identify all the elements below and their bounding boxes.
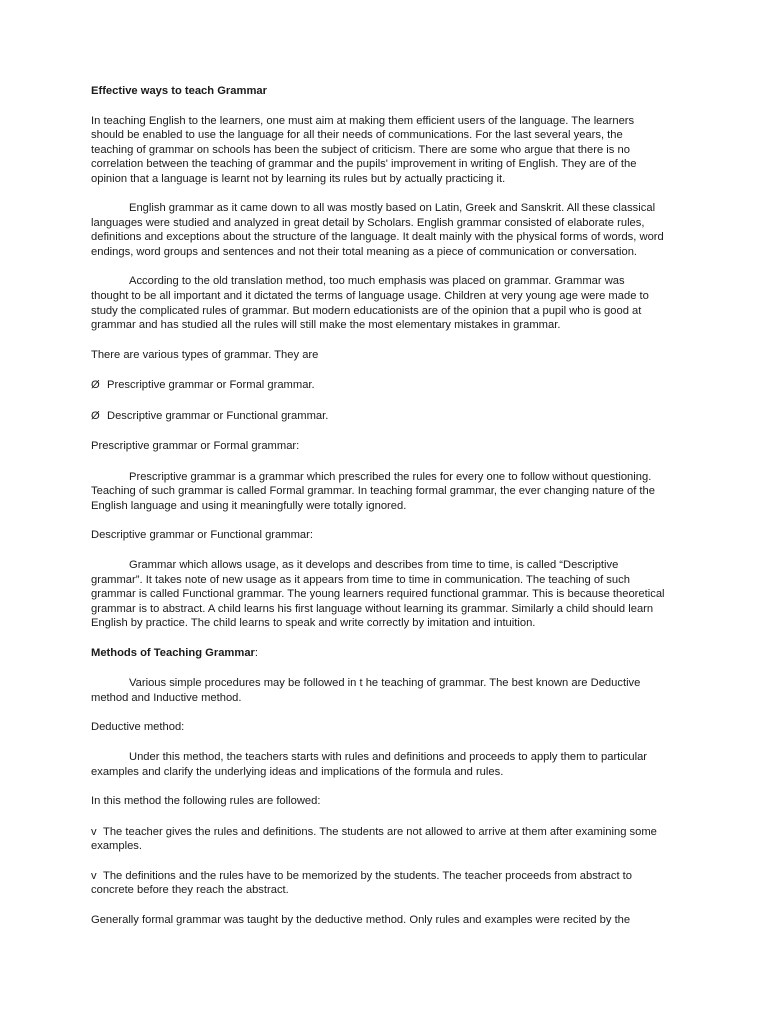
rule-item xyxy=(91,825,665,854)
intro-paragraph: In teaching English to the learners, one must aim at making them efficient users of the language. The learners should be enabled to use the language for all their needs of communications. For the last several years, the teaching of grammar on schools has been the subject of criticism. There are some who argue that there is no correlation between the teaching of grammar and the pupils' improvement in writing of English. They are of the opinion that a language is learnt not by learning its rules but by actually practicing it. xyxy=(91,114,637,185)
bullet-marker: Ø xyxy=(91,409,100,422)
deductive-paragraph: Under this method, the teachers starts with rules and definitions and proceeds to apply them to particular examples and clarify the underlying ideas and implications of the formula and rules. xyxy=(91,750,648,778)
methods-heading-text: Methods of Teaching Grammar xyxy=(91,646,255,659)
translation-method-paragraph: According to the old translation method, too much emphasis was placed on grammar. Grammar was thought to be all important and it dictated the terms of language usage. Children at very young age were made to study the complicated rules of grammar. But modern educationists are of the opinion that a pupil who is good at grammar and has studied all the rules will still make the most elementary mistakes in grammar. xyxy=(91,275,649,332)
bullet-marker: Ø xyxy=(91,379,100,392)
descriptive-heading: Descriptive grammar or Functional grammar: xyxy=(91,529,313,542)
methods-heading-colon: : xyxy=(254,646,259,659)
rule-text: The teacher gives the rules and definitions. The students are not allowed to arrive at them after examining some examples. xyxy=(91,825,657,853)
document-title: Effective ways to teach Grammar xyxy=(91,85,267,97)
bullet-marker: v xyxy=(91,825,97,838)
rules-intro: In this method the following rules are followed: xyxy=(91,795,321,808)
closing-paragraph: Generally formal grammar was taught by the deductive method. Only rules and examples were recited by the xyxy=(91,913,631,926)
english-grammar-paragraph: English grammar as it came down to all was mostly based on Latin, Greek and Sanskrit. All these classical languages were studied and analyzed in great detail by Scholars. English grammar consisted of elaborate rules, definitions and exceptions about the structure of the language. It dealt mainly with the physical forms of words, word endings, word groups and sentences and not their total meaning as a piece of communication or conversation. xyxy=(91,202,664,258)
prescriptive-heading: Prescriptive grammar or Formal grammar: xyxy=(91,440,300,453)
document-body xyxy=(91,84,665,927)
methods-heading xyxy=(91,646,665,661)
grammar-type-item xyxy=(91,378,665,393)
grammar-types-intro: There are various types of grammar. They are xyxy=(91,348,319,361)
grammar-type-item xyxy=(91,409,665,424)
rule-text: The definitions and the rules have to be memorized by the students. The teacher proceeds from abstract to concrete before they reach the abstract. xyxy=(91,869,633,897)
rule-item xyxy=(91,869,665,898)
methods-intro-paragraph: Various simple procedures may be followed in t he teaching of grammar. The best known are Deductive method and Inductive method. xyxy=(91,677,641,704)
prescriptive-paragraph: Prescriptive grammar is a grammar which prescribed the rules for every one to follow without questioning. Teaching of such grammar is called Formal grammar. In teaching formal grammar, the ever changing nature of the English language and using it meaningfully were totally ignored. xyxy=(91,470,655,512)
descriptive-paragraph: Grammar which allows usage, as it develops and describes from time to time, is called “Descriptive grammar”. It takes note of new usage as it appears from time to time in communication. The teaching of such grammar is called Functional grammar. The young learners required functional grammar. This is because theoretical grammar is to abstract. A child learns his first language without learning its grammar. Similarly a child should learn English by practice. The child learns to speak and write correctly by imitation and intuition. xyxy=(91,559,665,630)
deductive-heading: Deductive method: xyxy=(91,721,185,734)
grammar-type-label: Prescriptive grammar or Formal grammar. xyxy=(107,379,315,392)
grammar-type-label: Descriptive grammar or Functional grammar. xyxy=(107,409,329,422)
bullet-marker: v xyxy=(91,869,97,882)
